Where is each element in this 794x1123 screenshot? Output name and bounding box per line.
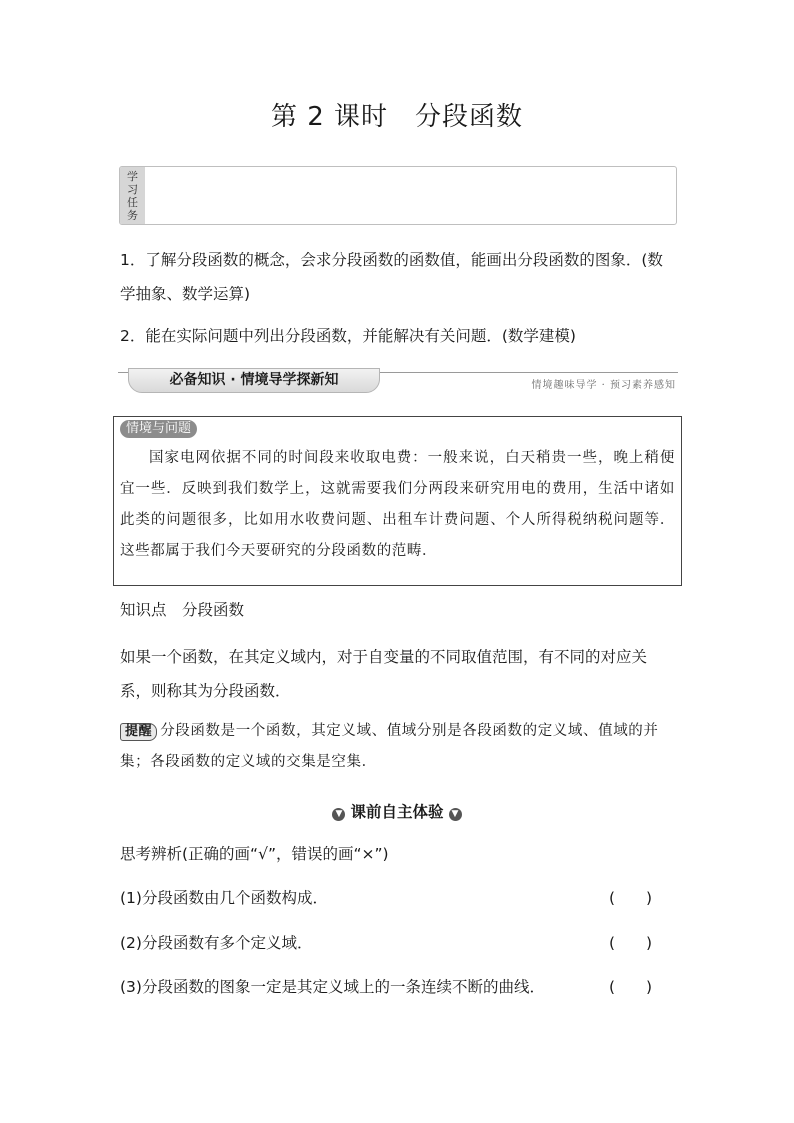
scenario-box [113, 416, 682, 586]
task-label-char: 务 [127, 208, 138, 222]
remind-text: 分段函数是一个函数，其定义域、值域分别是各段函数的定义域、值域的并集；各段函数的定义域的交集是空集． [120, 723, 659, 770]
task-label-char: 习 [127, 182, 138, 196]
scenario-label: 情境与问题 [120, 420, 197, 438]
objective-2: 2．能在实际问题中列出分段函数，并能解决有关问题．(数学建模) [120, 327, 576, 345]
preview-heading-text: 课前自主体验 [350, 803, 444, 821]
question-2: (2)分段函数有多个定义域． [120, 934, 313, 952]
section-banner-tab: 必备知识 · 情境导学探新知 [128, 368, 380, 393]
task-label-char: 任 [127, 195, 138, 209]
answer-blank-1: ( ) [609, 889, 653, 907]
preview-instruction: 思考辨析(正确的画“√”，错误的画“×”) [120, 845, 389, 863]
section-banner-subtitle: 情境趣味导学 · 预习素养感知 [531, 380, 676, 391]
preview-section-heading [0, 800, 794, 822]
question-3: (3)分段函数的图象一定是其定义域上的一条连续不断的曲线． [120, 978, 545, 996]
chevron-down-icon: ▼ [332, 808, 345, 821]
knowledge-point-heading: 知识点 分段函数 [120, 601, 245, 619]
page-title: 第 2 课时 分段函数 [270, 102, 524, 132]
scenario-text: 国家电网依据不同的时间段来收取电费：一般来说，白天稍贵一些，晚上稍便宜一些．反映到我们数学上，这就需要我们分两段来研究用电的费用，生活中诸如此类的问题很多，比如用水收费问题、出租车计费问题、个人所得税纳税问题等．这些都属于我们今天要研究的分段函数的范畴． [120, 450, 675, 559]
question-1: (1)分段函数由几个函数构成． [120, 889, 328, 907]
learning-task-label [120, 167, 145, 224]
answer-blank-3: ( ) [609, 978, 653, 996]
remind-block [120, 716, 676, 778]
learning-task-box [119, 166, 677, 225]
remind-label: 提醒 [120, 723, 157, 741]
chevron-down-icon: ▼ [449, 808, 462, 821]
task-label-char: 学 [127, 169, 138, 183]
knowledge-definition: 如果一个函数，在其定义域内，对于自变量的不同取值范围，有不同的对应关系，则称其为分段函数． [120, 648, 648, 700]
objective-1: 1．了解分段函数的概念，会求分段函数的函数值，能画出分段函数的图象．(数学抽象、数学运算) [120, 251, 663, 303]
answer-blank-2: ( ) [609, 934, 653, 952]
